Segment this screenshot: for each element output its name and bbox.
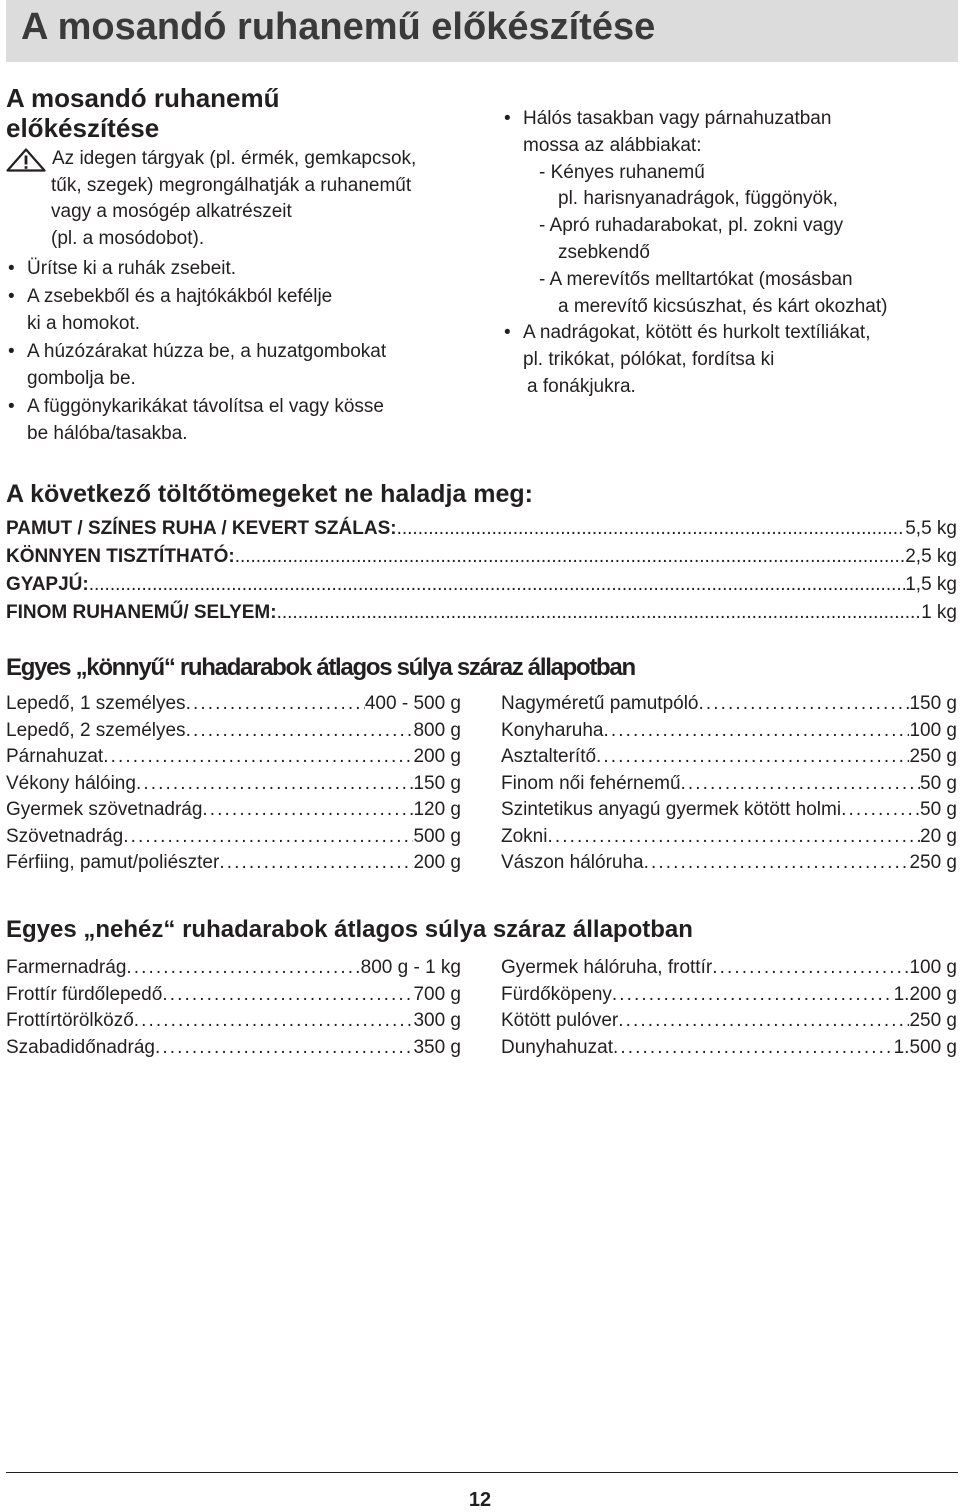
weight-row: Szövetnadrág ..... 500 g bbox=[6, 824, 461, 851]
weight-row: Kötött pulóver ..... 250 g bbox=[501, 1008, 957, 1035]
light-items-right bbox=[501, 691, 957, 877]
weight-row: Vászon hálóruha ..... 250 g bbox=[501, 850, 957, 877]
weight-row: Vékony hálóing ..... 150 g bbox=[6, 771, 461, 798]
heavy-items-left bbox=[6, 955, 461, 1061]
weight-row: Szintetikus anyagú gyermek kötött holmi ..... 50 g bbox=[501, 797, 957, 824]
list-item: • A zsebekből és a hajtókákból kefélje ki a homokot. bbox=[6, 283, 386, 338]
title-banner bbox=[6, 0, 958, 62]
dash-item: - Kényes ruhanemű bbox=[539, 161, 705, 183]
footer-divider bbox=[6, 1472, 958, 1473]
load-limit-row: KÖNNYEN TISZTÍTHATÓ: ..... 2,5 kg bbox=[6, 543, 957, 571]
page-number: 12 bbox=[468, 1489, 492, 1511]
heavy-items-right bbox=[501, 955, 957, 1061]
load-limit-table bbox=[6, 515, 957, 627]
dash-item: - A merevítős melltartókat (mosásban bbox=[539, 268, 853, 290]
page-title: A mosandó ruhanemű előkészítése bbox=[21, 6, 656, 48]
load-limit-title: A következő töltőtömegeket ne haladja meg: bbox=[6, 480, 533, 508]
warning-line: tűk, szegek) megrongálhatják a ruhaneműt bbox=[51, 174, 412, 196]
list-item: • Ürítse ki a ruhák zsebeit. bbox=[6, 255, 386, 283]
load-limit-row: GYAPJÚ: ..... 1,5 kg bbox=[6, 571, 957, 599]
weight-row: Gyermek szövetnadrág ..... 120 g bbox=[6, 797, 461, 824]
warning-line: vagy a mosógép alkatrészeit bbox=[51, 201, 292, 222]
weight-row: Asztalterítő ..... 250 g bbox=[501, 744, 957, 771]
prep-bullet-list bbox=[6, 255, 386, 448]
list-item: • Hálós tasakban vagy párnahuzatban mossa az alábbiakat: - Kényes ruhanemű pl. harisnyanadrágok, függönyök, - Apró ruhadarabokat, pl. zokni vagy zsebkendő - A merevítős melltartókat (mosásban a merevítő kicsúszhat, és kárt okozhat) bbox=[502, 106, 887, 320]
light-items-title: Egyes „könnyű“ ruhadarabok átlagos súlya száraz állapotban bbox=[6, 654, 635, 681]
weight-row: Lepedő, 2 személyes ..... 800 g bbox=[6, 718, 461, 745]
warning-icon bbox=[6, 148, 46, 172]
heavy-items-title: Egyes „nehéz“ ruhadarabok átlagos súlya száraz állapotban bbox=[6, 916, 693, 943]
weight-row: Frottírtörölköző ..... 300 g bbox=[6, 1008, 461, 1035]
weight-row: Konyharuha ..... 100 g bbox=[501, 718, 957, 745]
dash-item: - Apró ruhadarabokat, pl. zokni vagy bbox=[539, 215, 844, 237]
light-items-left bbox=[6, 691, 461, 877]
weight-row: Lepedő, 1 személyes ..... 400 - 500 g bbox=[6, 691, 461, 718]
warning-note bbox=[6, 146, 466, 252]
weight-row: Szabadidőnadrág ..... 350 g bbox=[6, 1035, 461, 1062]
weight-row: Párnahuzat ..... 200 g bbox=[6, 744, 461, 771]
load-limit-row: PAMUT / SZÍNES RUHA / KEVERT SZÁLAS: ..... 5,5 kg bbox=[6, 515, 957, 543]
list-item: • A húzózárakat húzza be, a huzatgombokat gombolja be. bbox=[6, 338, 386, 393]
warning-line: (pl. a mosódobot). bbox=[51, 227, 205, 249]
weight-row: Nagyméretű pamutpóló ..... 150 g bbox=[501, 691, 957, 718]
weight-row: Farmernadrág ..... 800 g - 1 kg bbox=[6, 955, 461, 982]
weight-row: Finom női fehérnemű ..... 50 g bbox=[501, 771, 957, 798]
weight-row: Frottír fürdőlepedő ..... 700 g bbox=[6, 982, 461, 1009]
weight-row: Zokni ..... 20 g bbox=[501, 824, 957, 851]
list-item: • A nadrágokat, kötött és hurkolt textíliákat, pl. trikókat, pólókat, fordítsa ki a fonákjukra. bbox=[502, 320, 887, 400]
wash-bullet-list bbox=[502, 106, 887, 401]
weight-row: Dunyhahuzat ..... 1.500 g bbox=[501, 1035, 957, 1062]
warning-line: Az idegen tárgyak (pl. érmék, gemkapcsok, bbox=[52, 148, 417, 169]
load-limit-row: FINOM RUHANEMŰ/ SELYEM: ..... 1 kg bbox=[6, 599, 957, 627]
weight-row: Gyermek hálóruha, frottír ..... 100 g bbox=[501, 955, 957, 982]
weight-row: Férfiing, pamut/poliészter ..... 200 g bbox=[6, 850, 461, 877]
section-title: A mosandó ruhanemű előkészítése bbox=[6, 83, 280, 143]
weight-row: Fürdőköpeny ..... 1.200 g bbox=[501, 982, 957, 1009]
list-item: • A függönykarikákat távolítsa el vagy kösse be hálóba/tasakba. bbox=[6, 393, 386, 448]
